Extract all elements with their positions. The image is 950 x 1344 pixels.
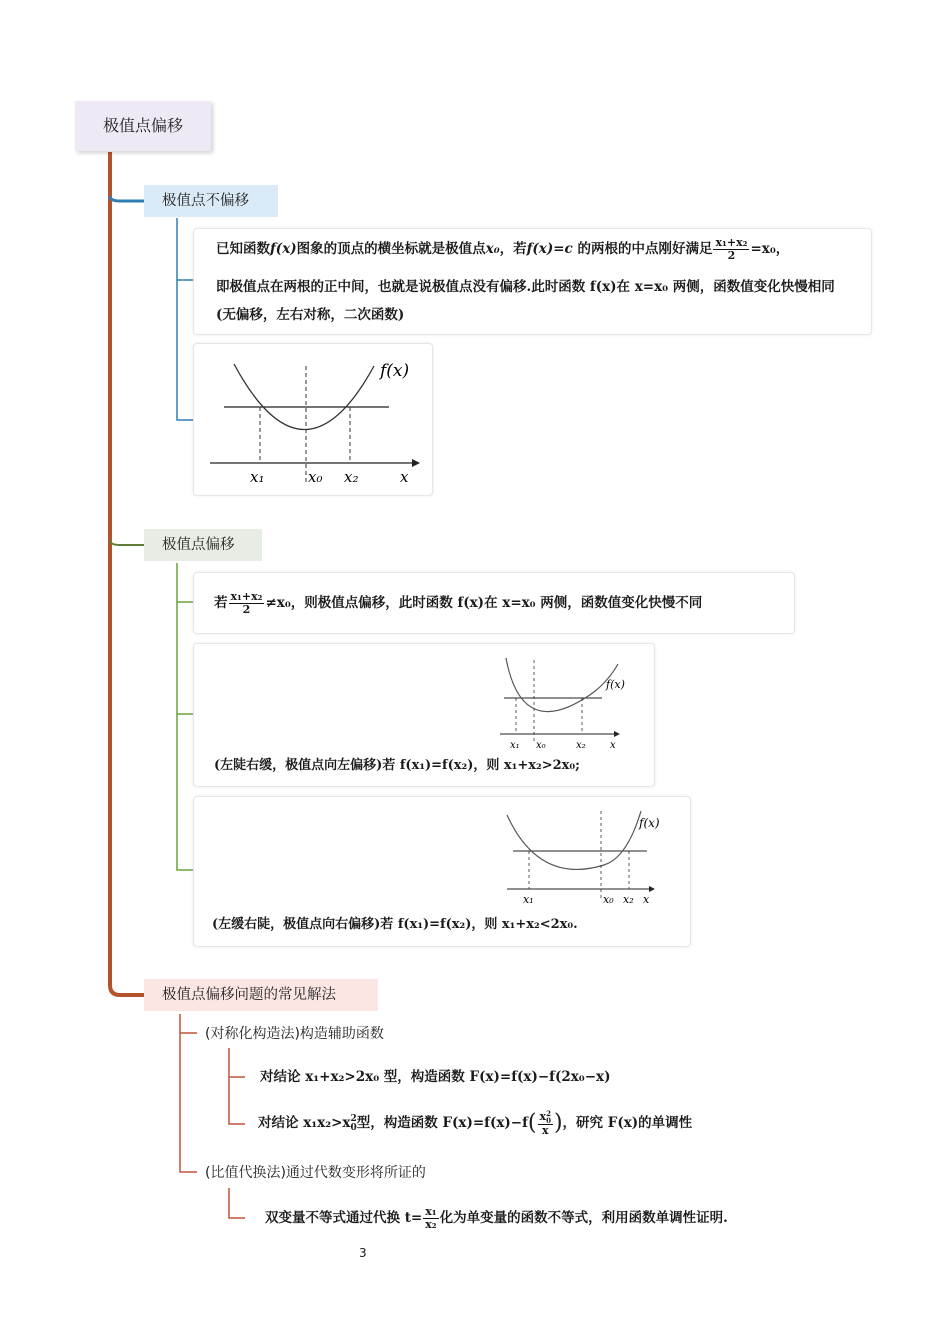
card-right-steep-graph: [193, 796, 691, 947]
method1-item-sum: 对结论 x₁+x₂>2x₀ 型，构造函数 F(x)=f(x)−f(2x₀−x): [260, 1069, 611, 1085]
left-steep-graph: [494, 652, 634, 752]
graph1-x0-label: x₀: [308, 468, 323, 486]
right-steep-caption: (左缓右陡，极值点向右偏移)若 f(x₁)=f(x₂)，则 x₁+x₂<2x₀.: [212, 917, 578, 932]
offset-desc-line: 若 $\frac{\text{x₁+x₂}}{2}$ ≠x₀，则极值点偏移，此时函数 f(x)在 x=x₀ 两侧，函数值变化快慢不同: [214, 590, 703, 616]
branch1-line: [110, 196, 144, 201]
node-common-methods[interactable]: 极值点偏移问题的常见解法: [144, 979, 378, 1011]
graph1-x2-label: x₂: [344, 468, 359, 486]
node-offset[interactable]: 极值点偏移: [144, 529, 262, 561]
fraction-midpoint-offset: $\frac{\text{x₁+x₂}}{2}$: [230, 590, 263, 616]
page-number: 3: [359, 1246, 367, 1260]
graph2-x2-label: x₂: [576, 740, 586, 751]
graph2-x0-label: x₀: [536, 740, 546, 751]
graph1-fx-label: f(x): [380, 361, 410, 381]
graph2-x1-label: x₁: [510, 740, 520, 751]
graph2-x-axis-label: x: [610, 740, 616, 751]
graph3-x0-label: x₀: [603, 893, 614, 906]
graph1-x1-label: x₁: [250, 468, 265, 486]
symmetric-parabola-graph: [194, 344, 432, 495]
fraction-midpoint: $\frac{\text{x₁+x₂}}{2}$: [715, 236, 748, 262]
card-symmetric-graph: [193, 343, 433, 496]
right-steep-graph: [499, 803, 679, 907]
graph3-x2-label: x₂: [623, 893, 634, 906]
card-no-offset-description: [193, 228, 872, 335]
branch3-children: [180, 1014, 197, 1172]
desc-line-1: 已知函数f(x)图象的顶点的横坐标就是极值点x₀，若f(x)=c 的两根的中点刚好满足 $\frac{\text{x₁+x₂}}{2}$ =x₀，: [216, 236, 790, 262]
card-offset-description: [193, 572, 795, 634]
branch2-line: [110, 540, 144, 545]
left-steep-caption: (左陡右缓，极值点向左偏移)若 f(x₁)=f(x₂)，则 x₁+x₂>2x₀;: [214, 758, 580, 773]
method-ratio-substitution[interactable]: (比值代换法)通过代数变形将所证的: [205, 1165, 426, 1181]
desc-line-2: 即极值点在两根的正中间，也就是说极值点没有偏移.此时函数 f(x)在 x=x₀ 两侧，函数值变化快慢相同: [216, 279, 835, 295]
root-node[interactable]: 极值点偏移: [75, 101, 211, 151]
graph1-x-axis-label: x: [400, 468, 409, 486]
method-symmetric-construction[interactable]: (对称化构造法)构造辅助函数: [205, 1026, 384, 1042]
method1-children: [229, 1048, 245, 1124]
node-no-offset[interactable]: 极值点不偏移: [144, 185, 278, 217]
fraction-x1-over-x2: $\frac{\text{x₁}}{\text{x₂}}$: [425, 1205, 437, 1231]
trunk-line: [110, 152, 144, 995]
desc-line-3: (无偏移，左右对称，二次函数): [216, 307, 405, 323]
graph3-x-axis-label: x: [643, 893, 650, 906]
method2-children: [229, 1188, 245, 1218]
method1-item-product: 对结论 x₁x₂>x 2 0 型，构造函数 F(x)=f(x)−f( x 2 0 x )，研究 F(x)的单调性: [258, 1109, 693, 1137]
graph3-x1-label: x₁: [523, 893, 534, 906]
fraction-x0-squared-over-x: x 2 0 x: [539, 1109, 551, 1137]
card-left-steep-graph: [193, 643, 655, 787]
graph3-fx-label: f(x): [639, 816, 660, 830]
graph2-fx-label: f(x): [606, 678, 625, 691]
method2-item: 双变量不等式通过代换 t= $\frac{\text{x₁}}{\text{x₂}}$ 化为单变量的函数不等式，利用函数单调性证明.: [265, 1205, 728, 1231]
